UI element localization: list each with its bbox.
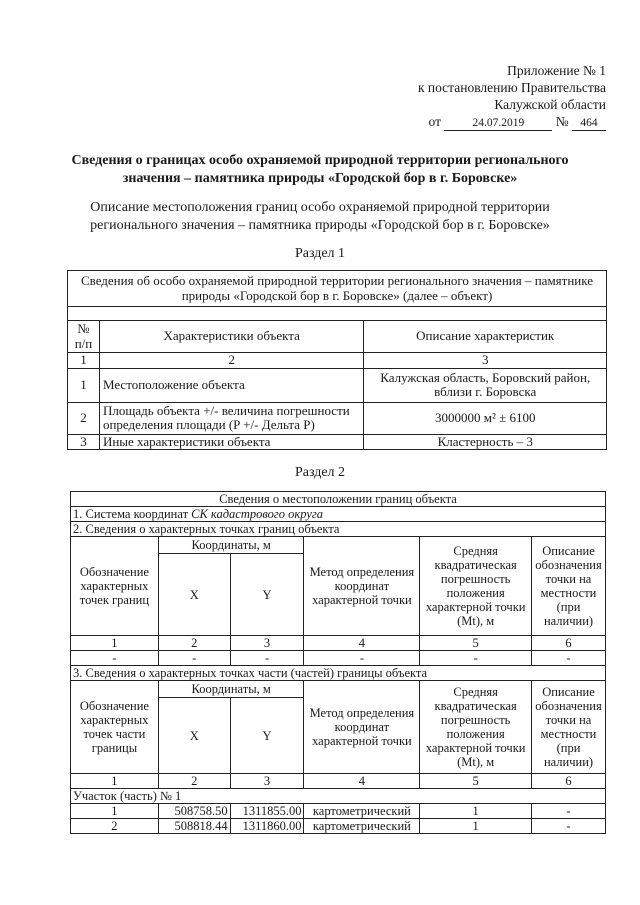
row-number: 3	[68, 434, 100, 450]
col-number: 3	[364, 353, 607, 369]
point-desc: -	[531, 804, 605, 819]
table-row	[71, 804, 606, 819]
header-coords: Координаты, м	[158, 537, 304, 554]
point-x: 508758.50	[158, 804, 230, 819]
empty-cell: -	[420, 651, 532, 666]
table-row	[68, 434, 607, 450]
header-description: Описание характеристик	[364, 321, 607, 353]
point-desc: -	[531, 819, 605, 834]
object-info-title: Сведения об особо охраняемой природной территории регионального значения – памятнике природы «Городской бор в г. Боровске» (далее – объект)	[68, 271, 607, 307]
empty-cell: -	[71, 651, 159, 666]
header-method: Метод определения координат характерной точки	[304, 681, 420, 774]
appendix-date-row	[418, 113, 606, 131]
decree-number: 464	[572, 117, 606, 131]
header-y: Y	[230, 698, 304, 774]
coord-system-value: СК кадастрового округа	[191, 507, 323, 521]
col-number: 4	[304, 774, 420, 789]
object-info-table	[67, 270, 607, 450]
empty-cell: -	[230, 651, 304, 666]
document-title: Сведения о границах особо охраняемой природной территории регионального значения – памятника природы «Городской бор в г. Боровске»	[71, 153, 569, 186]
section-1-heading: Раздел 1	[294, 246, 346, 261]
table-row	[68, 368, 607, 402]
col-number: 1	[71, 636, 159, 651]
appendix-line-3: Калужской области	[494, 97, 606, 112]
col-number: 1	[68, 353, 100, 369]
appendix-block	[418, 62, 606, 131]
point-y: 1311855.00	[230, 804, 304, 819]
header-characteristic: Характеристики объекта	[99, 321, 364, 353]
point-id: 2	[71, 819, 159, 834]
col-number: 2	[99, 353, 364, 369]
col-number: 3	[230, 636, 304, 651]
coord-system-row	[71, 507, 606, 522]
row-value: Кластерность – 3	[364, 434, 607, 450]
header-desc: Описание обозначения точки на местности (при наличии)	[531, 681, 605, 774]
col-number: 4	[304, 636, 420, 651]
header-error: Средняя квадратическая погрешность положения характерной точки (Mt), м	[420, 537, 532, 636]
col-number: 5	[420, 774, 532, 789]
col-number: 2	[158, 774, 230, 789]
document-subtitle: Описание местоположения границ особо охраняемой природной территории регионального значения – памятника природы «Городской бор в г. Боровске»	[90, 200, 550, 233]
point-id: 1	[71, 804, 159, 819]
row-characteristic: Местоположение объекта	[99, 368, 364, 402]
col-number: 5	[420, 636, 532, 651]
table-row	[71, 651, 606, 666]
row-number: 2	[68, 402, 100, 434]
col-number: 1	[71, 774, 159, 789]
boundary-table-title: Сведения о местоположении границ объекта	[71, 492, 606, 507]
part-2-title: 2. Сведения о характерных точках границ объекта	[71, 522, 606, 537]
row-value: Калужская область, Боровский район, вблизи г. Боровска	[364, 368, 607, 402]
header-points: Обозначение характерных точек части границы	[71, 681, 159, 774]
col-number: 6	[531, 636, 605, 651]
part-3-title: 3. Сведения о характерных точках части (частей) границы объекта	[71, 666, 606, 681]
empty-cell: -	[158, 651, 230, 666]
point-x: 508818.44	[158, 819, 230, 834]
point-mt: 1	[420, 819, 532, 834]
header-y: Y	[230, 554, 304, 636]
row-characteristic: Иные характеристики объекта	[99, 434, 364, 450]
point-y: 1311860.00	[230, 819, 304, 834]
section-2-heading: Раздел 2	[294, 465, 346, 480]
col-number: 2	[158, 636, 230, 651]
header-points: Обозначение характерных точек границ	[71, 537, 159, 636]
row-number: 1	[68, 368, 100, 402]
point-mt: 1	[420, 804, 532, 819]
empty-cell: -	[531, 651, 605, 666]
header-coords: Координаты, м	[158, 681, 304, 698]
header-method: Метод определения координат характерной точки	[304, 537, 420, 636]
row-value: 3000000 м² ± 6100	[364, 402, 607, 434]
decree-date: 24.07.2019	[444, 117, 552, 131]
point-method: картометрический	[304, 819, 420, 834]
table-row	[68, 402, 607, 434]
coord-system-label: 1. Система координат	[73, 507, 189, 521]
number-label: №	[555, 114, 569, 129]
spacer-row	[68, 307, 607, 321]
point-method: картометрический	[304, 804, 420, 819]
header-desc: Описание обозначения точки на местности (при наличии)	[531, 537, 605, 636]
appendix-line-2: к постановлению Правительства	[417, 80, 606, 95]
table-row	[71, 819, 606, 834]
header-number: № п/п	[68, 321, 100, 353]
header-x: X	[158, 698, 230, 774]
parcel-label: Участок (часть) № 1	[71, 789, 606, 804]
boundary-table	[70, 491, 606, 834]
header-x: X	[158, 554, 230, 636]
from-label: от	[428, 114, 441, 129]
col-number: 6	[531, 774, 605, 789]
appendix-line-1: Приложение № 1	[507, 63, 606, 78]
empty-cell: -	[304, 651, 420, 666]
header-error: Средняя квадратическая погрешность положения характерной точки (Mt), м	[420, 681, 532, 774]
col-number: 3	[230, 774, 304, 789]
row-characteristic: Площадь объекта +/- величина погрешности определения площади (P +/- Дельта P)	[99, 402, 364, 434]
